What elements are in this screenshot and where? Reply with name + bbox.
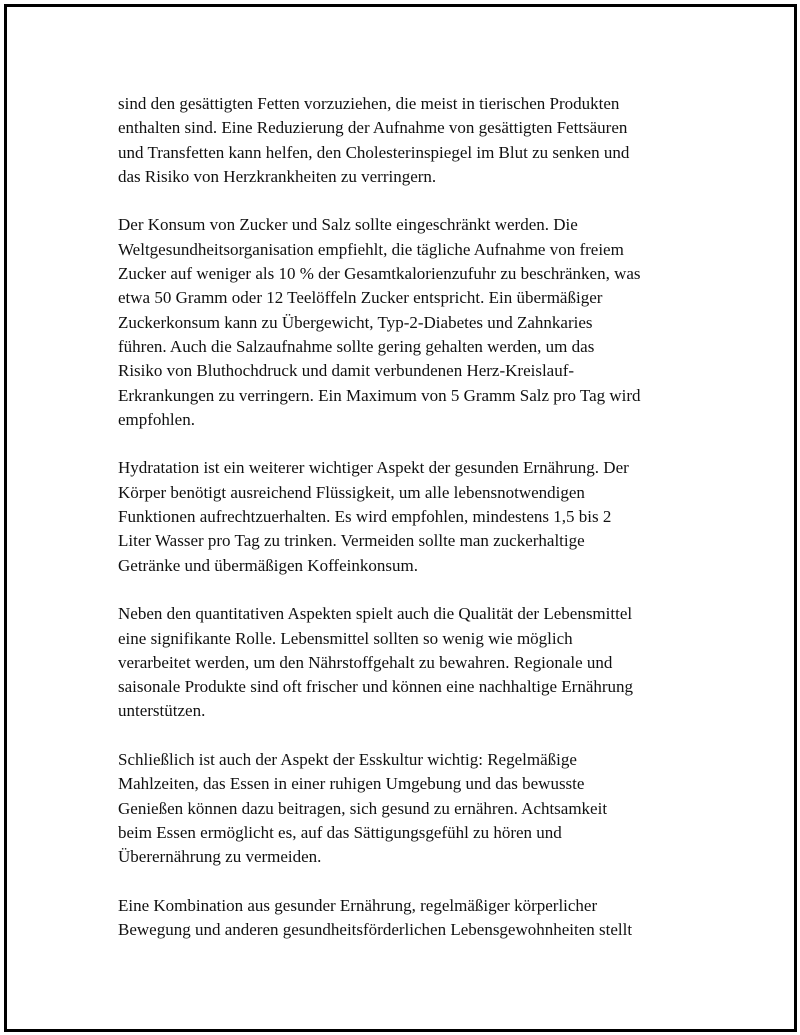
text-line: empfohlen. — [118, 409, 195, 429]
text-line: Hydratation ist ein weiterer wichtiger Aspekt der gesunden Ernährung. Der — [118, 458, 629, 478]
text-line: Körper benötigt ausreichend Flüssigkeit, um alle lebensnotwendigen — [118, 482, 585, 502]
text-line: eine signifikante Rolle. Lebensmittel sollten so wenig wie möglich — [118, 628, 573, 648]
text-line: Eine Kombination aus gesunder Ernährung, regelmäßiger körperlicher — [118, 895, 598, 915]
text-line: Liter Wasser pro Tag zu trinken. Vermeiden sollte man zuckerhaltige — [118, 531, 585, 551]
paragraph-sugar-salt — [118, 213, 686, 432]
text-line: Überernährung zu vermeiden. — [118, 847, 322, 867]
text-line: das Risiko von Herzkrankheiten zu verringern. — [118, 166, 437, 186]
text-line: Mahlzeiten, das Essen in einer ruhigen Umgebung und das bewusste — [118, 774, 585, 794]
text-line: Zuckerkonsum kann zu Übergewicht, Typ-2-Diabetes und Zahnkaries — [118, 312, 593, 332]
text-line: Neben den quantitativen Aspekten spielt auch die Qualität der Lebensmittel — [118, 604, 633, 624]
text-line: Schließlich ist auch der Aspekt der Esskultur wichtig: Regelmäßige — [118, 750, 577, 770]
text-line: Bewegung und anderen gesundheitsförderlichen Lebensgewohnheiten stellt — [118, 920, 633, 940]
text-line: und Transfetten kann helfen, den Cholesterinspiegel im Blut zu senken und — [118, 142, 630, 162]
paragraph-food-quality — [118, 602, 686, 723]
text-line: Genießen können dazu beitragen, sich gesund zu ernähren. Achtsamkeit — [118, 798, 608, 818]
text-line: enthalten sind. Eine Reduzierung der Aufnahme von gesättigten Fettsäuren — [118, 118, 628, 138]
text-line: Getränke und übermäßigen Koffeinkonsum. — [118, 555, 418, 575]
text-line: verarbeitet werden, um den Nährstoffgehalt zu bewahren. Regionale und — [118, 652, 613, 672]
text-line: unterstützen. — [118, 701, 206, 721]
text-line: Erkrankungen zu verringern. Ein Maximum von 5 Gramm Salz pro Tag wird — [118, 385, 641, 405]
text-line: Zucker auf weniger als 10 % der Gesamtkalorienzufuhr zu beschränken, was — [118, 264, 641, 284]
paragraph-eating-culture — [118, 748, 686, 869]
text-line: etwa 50 Gramm oder 12 Teelöffeln Zucker entspricht. Ein übermäßiger — [118, 288, 603, 308]
text-line: führen. Auch die Salzaufnahme sollte gering gehalten werden, um das — [118, 336, 595, 356]
text-line: Risiko von Bluthochdruck und damit verbundenen Herz-Kreislauf- — [118, 361, 575, 381]
text-line: Der Konsum von Zucker und Salz sollte eingeschränkt werden. Die — [118, 215, 578, 235]
document-body — [118, 92, 686, 967]
text-line: beim Essen ermöglicht es, auf das Sättigungsgefühl zu hören und — [118, 822, 562, 842]
paragraph-hydration — [118, 456, 686, 577]
text-line: saisonale Produkte sind oft frischer und können eine nachhaltige Ernährung — [118, 677, 634, 697]
text-line: Funktionen aufrechtzuerhalten. Es wird empfohlen, mindestens 1,5 bis 2 — [118, 507, 612, 527]
text-line: Weltgesundheitsorganisation empfiehlt, die tägliche Aufnahme von freiem — [118, 239, 624, 259]
paragraph-combination — [118, 894, 686, 943]
paragraph-saturated-fats — [118, 92, 686, 189]
text-line: sind den gesättigten Fetten vorzuziehen, die meist in tierischen Produkten — [118, 94, 620, 113]
